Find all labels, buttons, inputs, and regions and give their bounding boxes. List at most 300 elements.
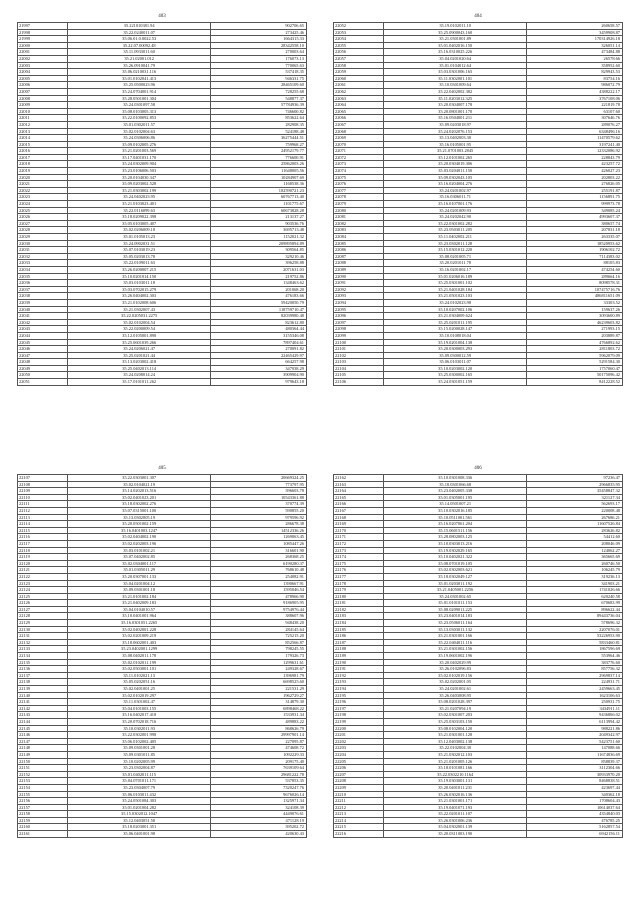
account-code-cell: 35.02.0401001.25 [68, 686, 211, 693]
table-row [334, 639, 623, 646]
table-row [18, 712, 307, 719]
amount-cell: 3197241.40 [526, 141, 622, 148]
row-id-cell: 22005 [18, 75, 68, 82]
amount-cell: 2049342.97 [526, 732, 622, 739]
row-id-cell: 22080 [334, 207, 384, 214]
table-row [18, 260, 307, 267]
account-code-cell: 35.02.0401023.201 [68, 494, 211, 501]
table-row [334, 69, 623, 76]
account-code-cell: 35.08.0102004.120 [384, 725, 527, 732]
row-id-cell: 22144 [18, 718, 68, 725]
amount-cell: 524188.48 [210, 128, 306, 135]
amount-cell: 106245.79 [526, 567, 622, 574]
account-code-cell: 35.10.0511001.561 [384, 514, 527, 521]
amount-cell: 3459908.87 [526, 29, 622, 36]
account-code-cell: 35.04.0701011.171 [68, 778, 211, 785]
account-code-cell: 35.25.0201021.44 [68, 352, 211, 359]
table-row [334, 646, 623, 653]
table-row [334, 613, 623, 620]
account-code-cell: 35.09.0300012.59 [384, 352, 527, 359]
amount-cell: 1299631.61 [210, 659, 306, 666]
amount-cell: 347038.29 [210, 365, 306, 372]
table-row [18, 639, 307, 646]
account-code-cell: 35.21.0207094.19 [384, 705, 527, 712]
amount-cell: 102590721.23 [210, 187, 306, 194]
row-id-cell: 22027 [18, 220, 68, 227]
table-row [18, 514, 307, 521]
account-code-cell: 35.19.0303001.131 [384, 778, 527, 785]
row-id-cell: 22118 [18, 547, 68, 554]
amount-cell: 46239603.82 [526, 319, 622, 326]
row-id-cell: 22098 [334, 326, 384, 333]
table-row [18, 686, 307, 693]
table-row [334, 725, 623, 732]
table-row [334, 527, 623, 534]
page-405 [17, 466, 307, 891]
row-id-cell: 22130 [18, 626, 68, 633]
amount-cell: 773797.95 [210, 481, 306, 488]
amount-cell: 208046.09 [526, 540, 622, 547]
row-id-cell: 22049 [18, 365, 68, 372]
account-code-cell: 35.26.0404002.303 [68, 293, 211, 300]
row-id-cell: 21997 [18, 23, 68, 30]
row-id-cell: 22104 [334, 365, 384, 372]
table-row [18, 527, 307, 534]
table-row [18, 88, 307, 95]
table-row [18, 778, 307, 785]
account-code-cell: 35.26.0301006.236 [384, 817, 527, 824]
account-code-cell: 35.10.0401001.964 [68, 613, 211, 620]
table-row [18, 161, 307, 168]
row-id-cell: 22032 [18, 253, 68, 260]
row-id-cell: 22153 [18, 778, 68, 785]
account-code-cell: 35.03.0204011.150 [384, 168, 527, 175]
table-row [18, 42, 307, 49]
account-code-cell: 35.01.0102041.413 [68, 75, 211, 82]
table-row [18, 23, 307, 30]
account-code-cell: 35.10.0108018.04 [384, 332, 527, 339]
account-code-cell: 35.02.0402001.228 [68, 626, 211, 633]
row-id-cell: 22150 [18, 758, 68, 765]
row-id-cell: 22167 [334, 507, 384, 514]
row-id-cell: 22132 [18, 639, 68, 646]
table-row [18, 102, 307, 109]
account-code-cell: 35.20.0702018.716 [68, 718, 211, 725]
amount-cell: 396603.78 [210, 488, 306, 495]
amount-cell: 89443736.04 [526, 613, 622, 620]
table-row [18, 725, 307, 732]
amount-cell: 2071631.03 [210, 266, 306, 273]
amount-cell: 60673828.28 [210, 207, 306, 214]
table-row [18, 339, 307, 346]
table-row [18, 475, 307, 482]
account-code-cell: 35.01.0402016.150 [384, 42, 527, 49]
row-id-cell: 22048 [18, 359, 68, 366]
row-id-cell: 22163 [334, 481, 384, 488]
table-row [334, 346, 623, 353]
account-code-cell: 35.03.0101002.21 [68, 547, 211, 554]
account-code-cell: 35.24.0302009.904 [68, 161, 211, 168]
amount-cell: 426027.23 [526, 168, 622, 175]
table-row [334, 547, 623, 554]
table-row [334, 293, 623, 300]
row-id-cell: 22212 [334, 804, 384, 811]
account-code-cell: 35.18.0301066.68 [384, 481, 527, 488]
amount-cell: 725215.20 [210, 633, 306, 640]
table-row [18, 613, 307, 620]
row-id-cell: 22123 [18, 580, 68, 587]
row-id-cell: 22087 [334, 253, 384, 260]
amount-cell: 388607.96 [210, 613, 306, 620]
row-id-cell: 22068 [334, 128, 384, 135]
amount-cell: 1906102.72 [526, 247, 622, 254]
row-id-cell: 22189 [334, 653, 384, 660]
row-id-cell: 22159 [18, 817, 68, 824]
table-row [334, 214, 623, 221]
table-row [334, 659, 623, 666]
row-id-cell: 22083 [334, 227, 384, 234]
account-code-cell: 35.01.0104012.64 [384, 62, 527, 69]
account-code-cell: 35.21.0302012.103 [384, 751, 527, 758]
table-row [334, 102, 623, 109]
account-code-cell: 35.23.0402001.1299 [68, 646, 211, 653]
row-id-cell: 22026 [18, 214, 68, 221]
row-id-cell: 22126 [18, 600, 68, 607]
account-code-cell: 35.02.0206009.18 [68, 227, 211, 234]
account-code-cell: 35.09.0301001.28 [68, 745, 211, 752]
amount-cell: 1664315.33 [210, 36, 306, 43]
account-code-cell: 35.21.0303002.199 [68, 187, 211, 194]
account-code-cell: 35.02.0202001.05 [384, 679, 527, 686]
amount-cell: 6113994.42 [526, 718, 622, 725]
amount-cell: 324108.39 [210, 804, 306, 811]
table-row [334, 507, 623, 514]
row-id-cell: 22136 [18, 666, 68, 673]
row-id-cell: 22001 [18, 49, 68, 56]
account-code-cell: 35.02.0202003.196 [68, 540, 211, 547]
account-code-cell: 35.08.0201028.397 [384, 699, 527, 706]
table-row [18, 659, 307, 666]
amount-cell: 26578.66 [526, 55, 622, 62]
account-code-cell: 35.25.0303103.150 [384, 718, 527, 725]
account-code-cell: 35.26.0200007.215 [68, 266, 211, 273]
amount-cell: 63107.60 [526, 108, 622, 115]
account-code-cell: 35.21.0301001.128 [384, 732, 527, 739]
account-code-cell: 35.21.02001.012 [68, 55, 211, 62]
amount-cell: 1152021.32 [210, 234, 306, 241]
amount-cell: 7114383.02 [526, 253, 622, 260]
amount-cell: 474608.72 [210, 745, 306, 752]
row-id-cell: 22199 [334, 718, 384, 725]
row-id-cell: 22002 [18, 55, 68, 62]
table-row [18, 587, 307, 594]
amount-cell: 282908.35 [210, 121, 306, 128]
account-code-cell: 35.25.0300002.165 [384, 372, 527, 379]
table-row [18, 534, 307, 541]
table-row [334, 626, 623, 633]
account-code-cell: 35.25.0500023.96 [68, 82, 211, 89]
account-code-cell: 35.19.0401071.193 [384, 804, 527, 811]
row-id-cell: 22004 [18, 69, 68, 76]
row-id-cell: 22209 [334, 784, 384, 791]
row-id-cell: 22135 [18, 659, 68, 666]
amount-cell: 9436866.02 [526, 712, 622, 719]
account-code-cell: 35.21.0304009.624 [384, 313, 527, 320]
amount-cell: 1396981.79 [210, 672, 306, 679]
row-id-cell: 22142 [18, 705, 68, 712]
account-code-cell: 35.25.0402013.114 [68, 365, 211, 372]
table-row [18, 633, 307, 640]
table-row [334, 745, 623, 752]
account-code-cell: 35.21.0402009.183 [68, 600, 211, 607]
page-406 [333, 466, 623, 891]
table-row [334, 560, 623, 567]
table-row [18, 148, 307, 155]
row-id-cell: 22017 [18, 154, 68, 161]
row-id-cell: 22095 [334, 306, 384, 313]
amount-cell: 6698525.60 [210, 679, 306, 686]
amount-cell: 97236.47 [526, 475, 622, 482]
row-id-cell: 22179 [334, 587, 384, 594]
account-code-cell: 35.02.0102019.297 [68, 692, 211, 699]
account-code-cell: 35.01.0305001.195 [384, 494, 527, 501]
row-id-cell: 22062 [334, 88, 384, 95]
row-id-cell: 22012 [18, 121, 68, 128]
amount-cell: 383776.60 [526, 659, 622, 666]
table-row [334, 686, 623, 693]
amount-cell: 283626.82 [526, 527, 622, 534]
amount-cell: 396258.88 [210, 260, 306, 267]
account-code-cell: 35.22.0201011.107 [384, 811, 527, 818]
account-code-cell: 35.10.0402021.322 [384, 554, 527, 561]
account-code-cell: 35.11.0102021.13 [68, 672, 211, 679]
amount-cell: 309564.85 [210, 247, 306, 254]
amount-cell: 2207076.01 [526, 626, 622, 633]
amount-cell: 6190280.37 [210, 560, 306, 567]
row-id-cell: 22020 [18, 174, 68, 181]
amount-cell: 321127.34 [526, 494, 622, 501]
table-row [18, 573, 307, 580]
row-id-cell: 22064 [334, 102, 384, 109]
table-row [334, 738, 623, 745]
amount-cell: 9186905.95 [210, 600, 306, 607]
page-number: 403 [158, 14, 166, 19]
account-code-cell: 35.12.0403051.58 [68, 817, 211, 824]
amount-cell: 473484.88 [526, 49, 622, 56]
account-code-cell: 35.04.0201020.64 [384, 55, 527, 62]
row-id-cell: 22102 [334, 352, 384, 359]
amount-cell: 423257.72 [526, 161, 622, 168]
table-row [334, 679, 623, 686]
row-id-cell: 22101 [334, 346, 384, 353]
amount-cell: 858839.37 [526, 758, 622, 765]
table-row [334, 273, 623, 280]
row-id-cell: 22025 [18, 207, 68, 214]
row-id-cell: 22008 [18, 95, 68, 102]
account-code-cell: 35.13.0402003.30 [384, 135, 527, 142]
account-code-cell: 35.13.0203002.418 [68, 359, 211, 366]
row-id-cell: 22067 [334, 121, 384, 128]
row-id-cell: 22010 [18, 108, 68, 115]
account-code-cell: 35.09.0301001.18 [68, 587, 211, 594]
account-code-cell: 35.23.0402005.338 [384, 488, 527, 495]
account-code-cell: 35.09.0302043.105 [384, 174, 527, 181]
table-row [18, 306, 307, 313]
account-code-cell: 35.08.0209011.225 [384, 606, 527, 613]
row-id-cell: 22166 [334, 501, 384, 508]
account-code-cell: 35.23.0503011.205 [384, 227, 527, 234]
account-code-cell: 35.22.0404011.116 [384, 639, 527, 646]
table-row [18, 811, 307, 818]
amount-cell: 380657.74 [526, 220, 622, 227]
amount-cell: 219752.86 [210, 273, 306, 280]
table-row [334, 481, 623, 488]
row-id-cell: 22063 [334, 95, 384, 102]
amount-cell: 250931.75 [526, 699, 622, 706]
table-row [18, 227, 307, 234]
amount-cell: 53226953.90 [526, 633, 622, 640]
row-id-cell: 22193 [334, 679, 384, 686]
table-row [18, 36, 307, 43]
row-id-cell: 22079 [334, 201, 384, 208]
table-row [18, 817, 307, 824]
amount-cell: 25862003.26 [210, 161, 306, 168]
amount-cell: 276826.05 [526, 181, 622, 188]
account-code-cell: 35.01.0206016.189 [384, 273, 527, 280]
row-id-cell: 22007 [18, 88, 68, 95]
account-code-cell: 35.24.0208014.24 [68, 372, 211, 379]
amount-cell: 823612.80 [210, 319, 306, 326]
row-id-cell: 22171 [334, 534, 384, 541]
row-id-cell: 22047 [18, 352, 68, 359]
account-code-cell: 35.19.0102011.10 [384, 23, 527, 30]
account-code-cell: 35.23.0106006.503 [68, 168, 211, 175]
table-row [18, 69, 307, 76]
row-id-cell: 22075 [334, 174, 384, 181]
row-id-cell: 22172 [334, 540, 384, 547]
amount-cell: 57784936.39 [210, 102, 306, 109]
row-id-cell: 22042 [18, 319, 68, 326]
account-code-cell: 35.18.0302002.276 [68, 501, 211, 508]
table-row [334, 141, 623, 148]
row-id-cell: 22086 [334, 247, 384, 254]
amount-cell: 263335.07 [526, 234, 622, 241]
amount-cell: 759968.27 [210, 141, 306, 148]
row-id-cell: 22204 [334, 751, 384, 758]
table-row [18, 214, 307, 221]
row-id-cell: 22187 [334, 639, 384, 646]
table-row [334, 521, 623, 528]
account-code-cell: 35.23.0506011.164 [384, 620, 527, 627]
row-id-cell: 22024 [18, 201, 68, 208]
table-row [18, 692, 307, 699]
table-row [18, 679, 307, 686]
row-id-cell: 22061 [334, 82, 384, 89]
account-code-cell: 35.13.0302005.19 [68, 514, 211, 521]
amount-cell: 6348496.16 [526, 128, 622, 135]
amount-cell: 5833460.81 [526, 639, 622, 646]
amount-cell: 9676026.14 [210, 791, 306, 798]
row-id-cell: 22089 [334, 266, 384, 273]
table-row [18, 501, 307, 508]
amount-cell: 3093600.89 [526, 313, 622, 320]
row-id-cell: 22216 [334, 831, 384, 838]
amount-cell: 228843.79 [526, 154, 622, 161]
account-code-cell: 35.20.0307001.133 [68, 573, 211, 580]
row-id-cell: 22029 [18, 234, 68, 241]
account-code-cell: 35.02.0302003.621 [384, 567, 527, 574]
amount-cell: 868626.79 [210, 725, 306, 732]
account-code-cell: 35.22.0301002.282 [384, 220, 527, 227]
table-row [18, 547, 307, 554]
row-id-cell: 22141 [18, 699, 68, 706]
table-row [18, 299, 307, 306]
row-id-cell: 22003 [18, 62, 68, 69]
table-row [18, 600, 307, 607]
account-code-cell: 35.16.0105001.95 [384, 141, 527, 148]
row-id-cell: 22121 [18, 567, 68, 574]
amount-cell: 316601.90 [210, 547, 306, 554]
table-row [334, 299, 623, 306]
amount-cell: 18520953.62 [526, 240, 622, 247]
account-code-cell: 35.14.0202013.516 [68, 488, 211, 495]
account-code-cell: 35.02.0102004.54 [68, 319, 211, 326]
table-row [18, 253, 307, 260]
row-id-cell: 22034 [18, 266, 68, 273]
row-id-cell: 22213 [334, 811, 384, 818]
row-id-cell: 22077 [334, 187, 384, 194]
row-id-cell: 22054 [334, 36, 384, 43]
amount-cell: 537418.35 [210, 69, 306, 76]
table-row [334, 339, 623, 346]
amount-cell: 54412.60 [526, 534, 622, 541]
account-code-cell: 35.04.0302001.139 [384, 824, 527, 831]
table-row [18, 521, 307, 528]
account-code-cell: 35.01.0402011.115 [68, 771, 211, 778]
account-code-cell: 35.21.0302007.43 [68, 306, 211, 313]
row-id-cell: 22183 [334, 613, 384, 620]
row-id-cell: 22113 [18, 514, 68, 521]
data-table [17, 474, 307, 838]
account-code-cell: 35.23.0401014.183 [384, 613, 527, 620]
row-id-cell: 22164 [334, 488, 384, 495]
table-row [18, 824, 307, 831]
row-id-cell: 22082 [334, 220, 384, 227]
table-row [18, 494, 307, 501]
table-row [18, 326, 307, 333]
amount-cell: 8468838.51 [526, 778, 622, 785]
account-code-cell: 35.17.0401031.170 [68, 154, 211, 161]
table-row [18, 128, 307, 135]
amount-cell: 4388222.17 [526, 88, 622, 95]
amount-cell: 3767108.06 [526, 95, 622, 102]
table-row [18, 699, 307, 706]
account-code-cell: 35.21.0103023.401 [68, 201, 211, 208]
account-code-cell: 35.25.0201011.195 [384, 319, 527, 326]
amount-cell: 12332086.92 [526, 148, 622, 155]
row-id-cell: 22036 [18, 280, 68, 287]
account-code-cell: 35.25.0601039.266 [68, 339, 211, 346]
amount-cell: 1269063.45 [210, 534, 306, 541]
account-code-cell: 35.23.0304007.79 [68, 784, 211, 791]
table-row [18, 359, 307, 366]
table-row [18, 319, 307, 326]
amount-cell: 22465429.97 [210, 352, 306, 359]
row-id-cell: 22129 [18, 620, 68, 627]
account-code-cell: 35.26.0403008.95 [384, 692, 527, 699]
account-code-cell: 35.10.0302016.185 [384, 507, 527, 514]
amount-cell: 267686.21 [526, 514, 622, 521]
